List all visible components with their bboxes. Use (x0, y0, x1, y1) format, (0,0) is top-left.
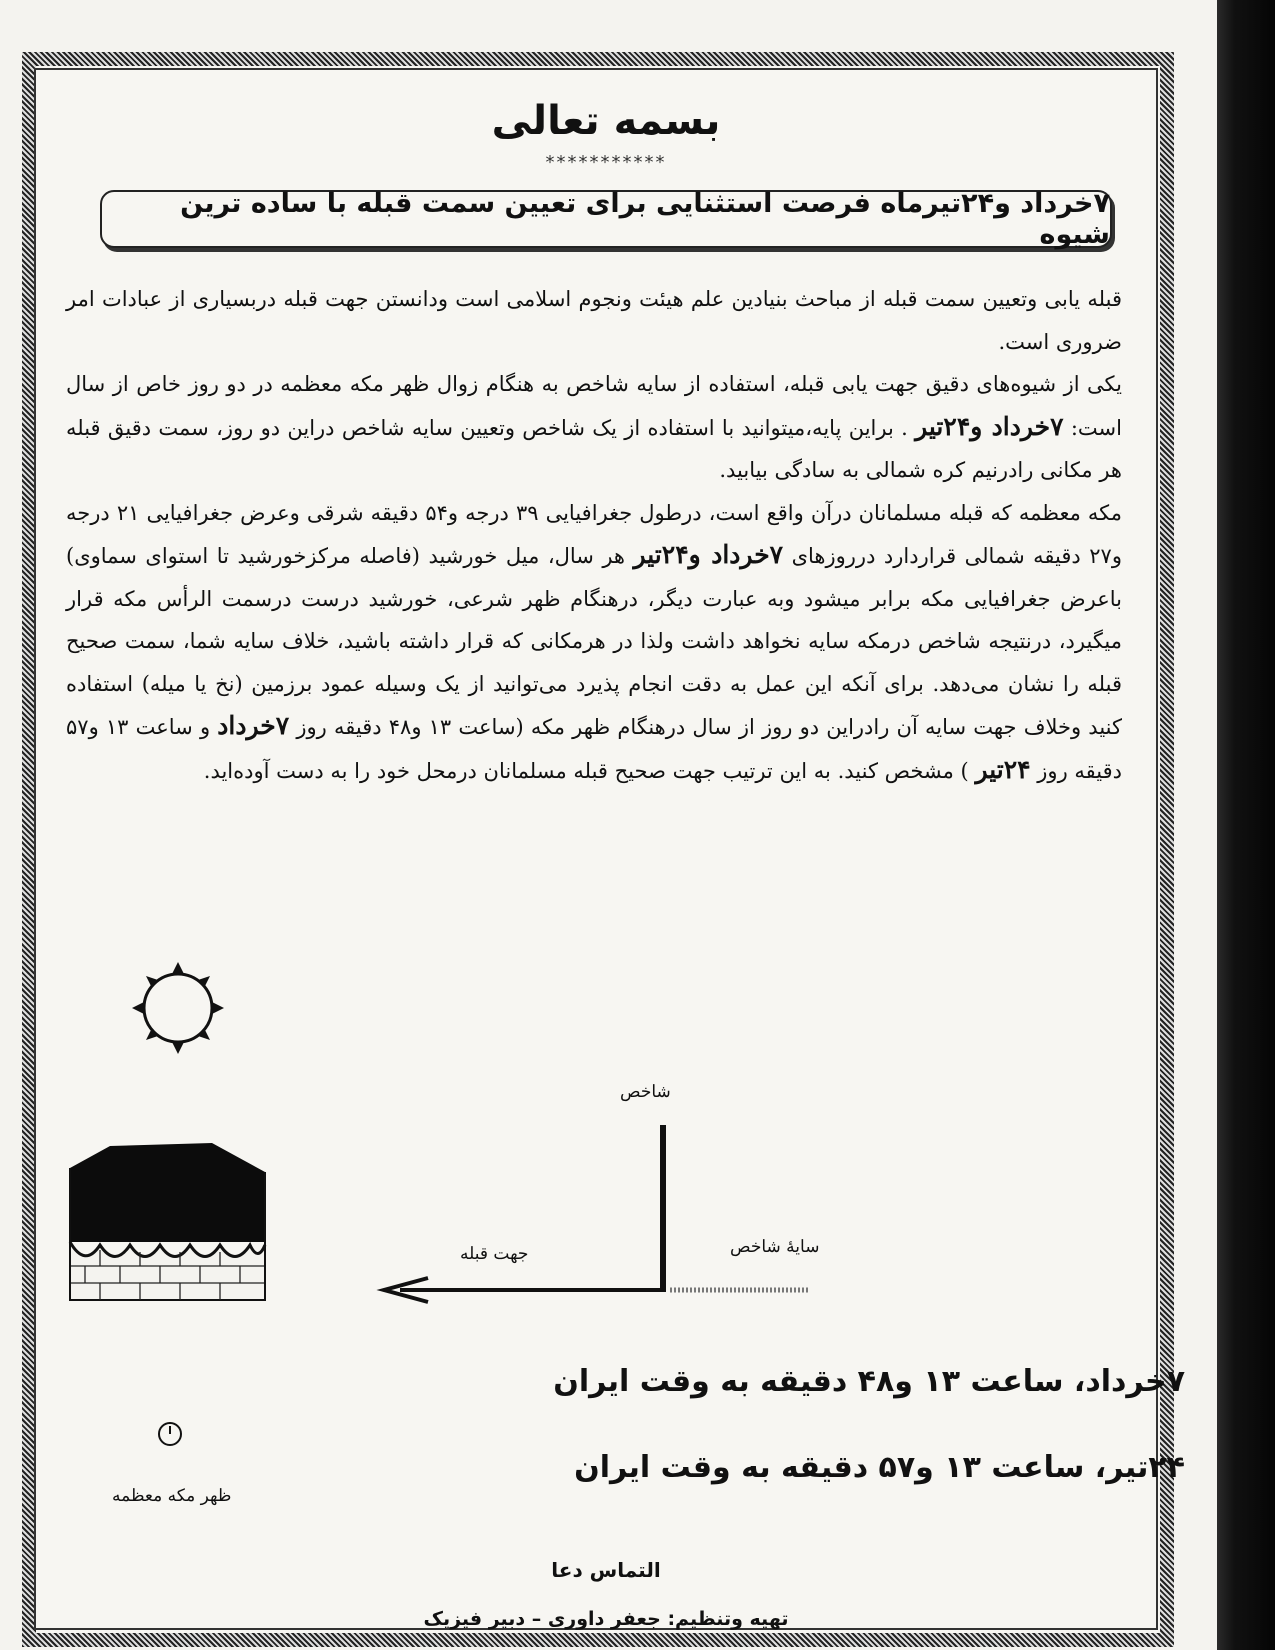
time-tir: ۲۴تیر، ساعت ۱۳ و۵۷ دقیقه به وقت ایران (574, 1450, 1185, 1485)
stars-divider: *********** (545, 152, 667, 173)
headline-text: ۷خرداد و۲۴تیرماه فرصت استثنایی برای تعیین سمت قبله با ساده ترین شیوه (180, 188, 1110, 250)
paragraph-1: قبله یابی وتعیین سمت قبله از مباحث بنیادین علم هیئت ونجوم اسلامی است ودانستن جهت قبله دربسیاری از عبادات امر ضروری است. (66, 287, 1122, 354)
page-title: بسمه تعالی (491, 98, 721, 144)
paragraph-2-part-b: . براین پایه،میتوانید با استفاده از یک شاخص وتعیین سایه شاخص دراین دو روز، سمت دقیق قبله هر مکانی رادرنیم کره شمالی به سادگی بیابید. (66, 415, 1122, 482)
paragraph-3-part-c: و ساعت ۱۳ و۵۷ دقیقه روز (66, 715, 1122, 783)
paragraph-2 (66, 363, 1122, 492)
qibla-direction-label: جهت قبله (460, 1244, 529, 1264)
paragraph-2-part-a: یکی از شیوه‌های دقیق جهت یابی قبله، استفاده از سایه شاخص به هنگام زوال ظهر مکه معظمه در دو روز خاص از سال است: (66, 372, 1122, 440)
time-khordad: ۷خرداد، ساعت ۱۳ و۴۸ دقیقه به وقت ایران (553, 1364, 1185, 1399)
gnomon-label: شاخص (620, 1082, 671, 1102)
paragraph-3-part-b: هر سال، میل خورشید (فاصله مرکزخورشید تا استوای سماوی) باعرض جغرافیایی مکه برابر میشود وبه عبارت دیگر، درهنگام ظهر شرعی، خورشید درست درسمت الرأس مکه قرار میگیرد، درنتیجه شاخص درمکه سایه نخواهد داشت ولذا در هرمکانی که قرار داشته باشید، خلاف سایه شما، سمت صحیح قبله را نشان می‌دهد. برای آنکه این عمل به دقت انجام پذیرد می‌توانید از یک وسیله عمود برزمین (نخ یا میله) استفاده کنید وخلاف جهت سایه آن رادراین دو روز از سال درهنگام ظهر مکه (ساعت ۱۳ و۴۸ دقیقه روز (66, 544, 1123, 739)
paragraph-3-dates: ۷خرداد و۲۴تیر (633, 540, 784, 569)
paragraph-3-date-khordad: ۷خرداد (217, 711, 290, 740)
paragraph-3 (66, 492, 1122, 793)
headline-box (100, 190, 1112, 248)
paragraph-3-date-tir: ۲۴تیر (975, 754, 1031, 784)
paragraph-3-part-a: مکه معظمه که قبله مسلمانان درآن واقع است، درطول جغرافیایی ۳۹ درجه و۵۴ دقیقه شرقی وعرض جغرافیایی ۲۱ درجه و۲۷ دقیقه شمالی قراردارد درروزهای (66, 500, 1122, 568)
paragraph-2-dates: ۷خرداد و۲۴تیر (915, 411, 1064, 441)
clock-caption: ظهر مکه معظمه (112, 1486, 232, 1506)
closing-prayer: التماس دعا (551, 1558, 661, 1582)
shadow-label: سایهٔ شاخص (730, 1237, 820, 1257)
author-credit: تهیه وتنظیم: جعفر داوری – دبیر فیزیک (423, 1608, 789, 1630)
scan-edge-shadow (1217, 0, 1275, 1650)
paragraph-3-part-d: ) مشخص کنید. به این ترتیب جهت صحیح قبله مسلمانان درمحل خود را به دست آوده‌اید. (203, 758, 969, 783)
article-body (66, 278, 1122, 792)
